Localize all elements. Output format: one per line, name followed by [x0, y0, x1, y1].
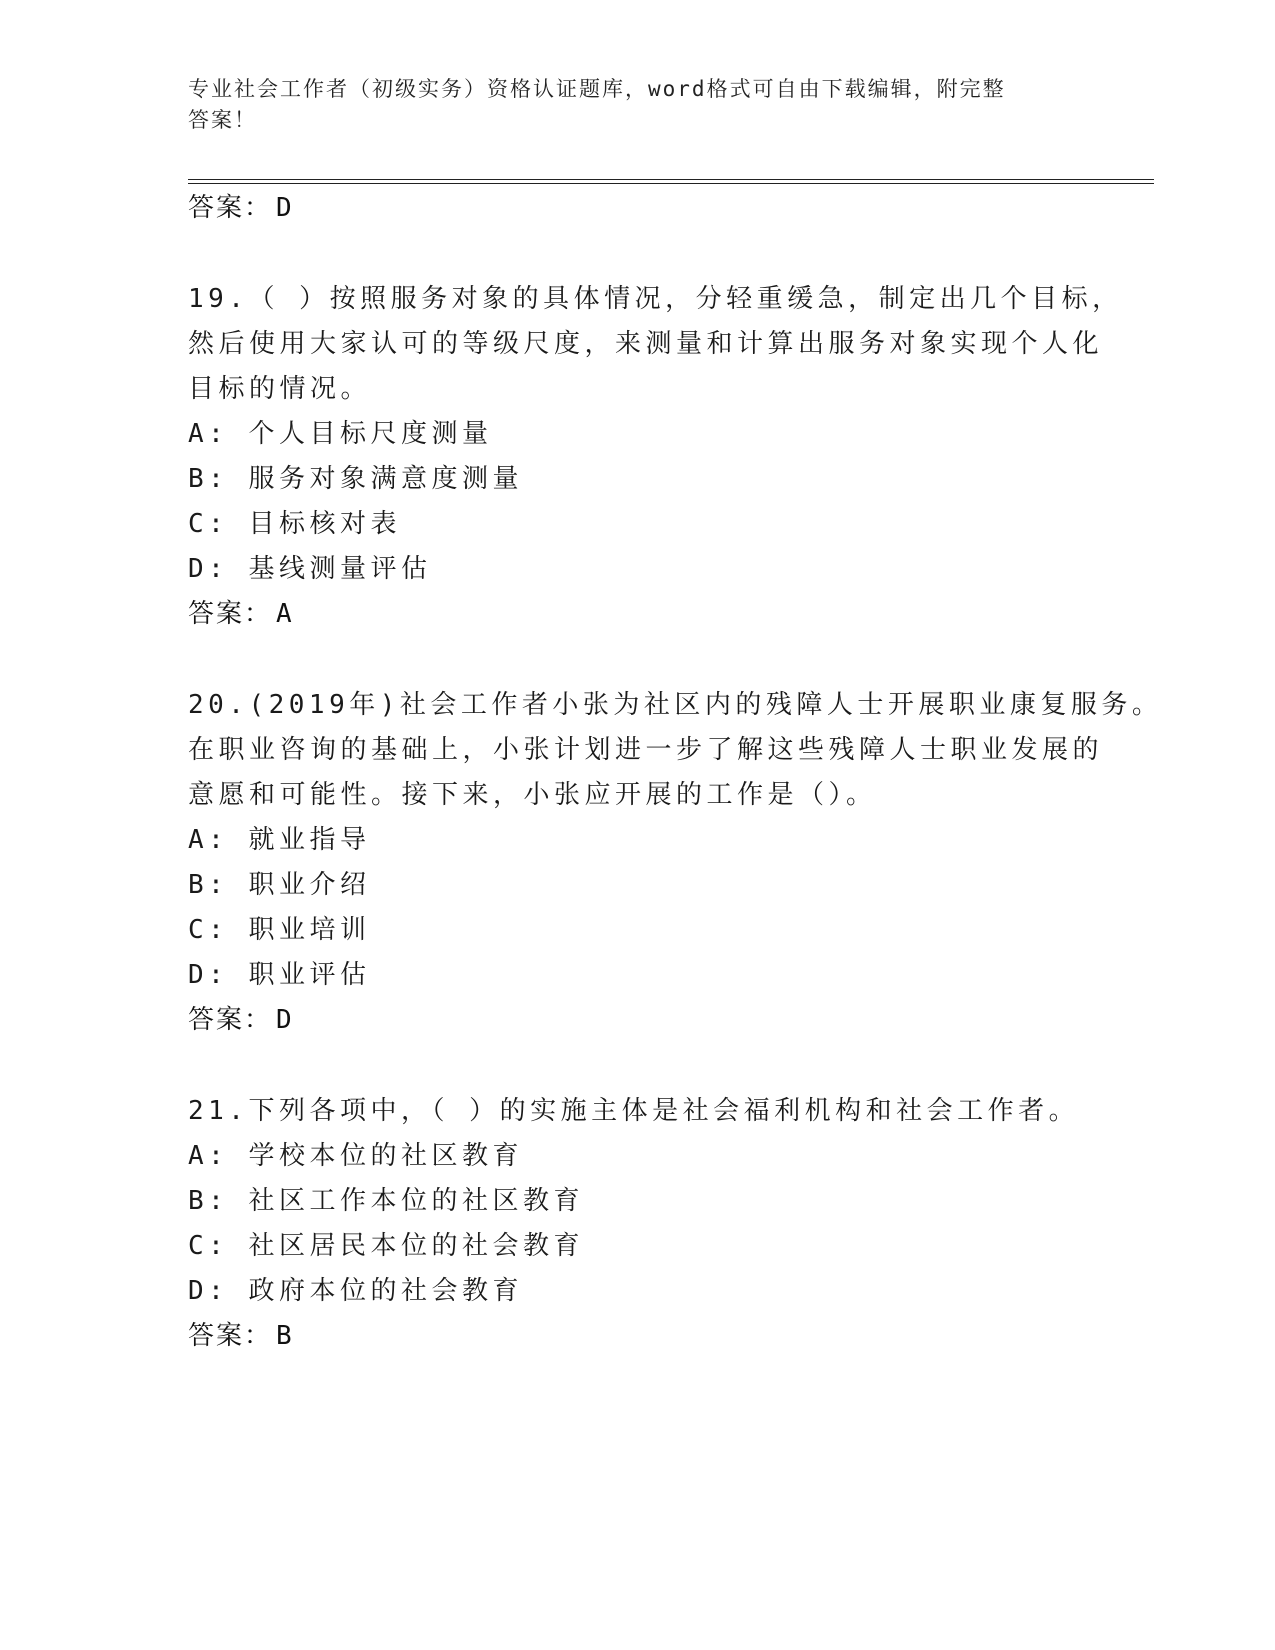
option-d: D: 基线测量评估: [188, 554, 432, 584]
stem-line: 在职业咨询的基础上，小张计划进一步了解这些残障人士职业发展的: [188, 735, 1104, 765]
spacer: [188, 637, 1088, 683]
option-a: A: 就业指导: [188, 825, 371, 855]
answer-label: 答案：: [188, 193, 273, 223]
answer-label: 答案：: [188, 1005, 273, 1035]
answer-line: [188, 186, 1088, 231]
option-b: B: 职业介绍: [188, 870, 371, 900]
question-stem: [188, 277, 1123, 412]
header-line-1: 专业社会工作者（初级实务）资格认证题库，word格式可自由下载编辑，附完整: [188, 77, 1006, 101]
question-21: [188, 1089, 1088, 1359]
question-content: [188, 186, 1163, 1359]
answer-value: D: [276, 193, 294, 223]
option-b: B: 社区工作本位的社区教育: [188, 1186, 584, 1216]
option-c: C: 目标核对表: [188, 509, 401, 539]
option-c: C: 社区居民本位的社会教育: [188, 1231, 584, 1261]
option-b: B: 服务对象满意度测量: [188, 464, 523, 494]
header-line-2: 答案！: [188, 108, 257, 132]
stem-line: 意愿和可能性。接下来，小张应开展的工作是（）。: [188, 780, 877, 810]
question-stem: [188, 683, 1163, 818]
answer-value: B: [276, 1321, 294, 1351]
stem-line: 21.下列各项中，（ ）的实施主体是社会福利机构和社会工作者。: [188, 1096, 1080, 1126]
option-d: D: 职业评估: [188, 960, 371, 990]
document-header: [188, 74, 1088, 136]
answer-value: D: [276, 1005, 294, 1035]
header-divider-bottom: [188, 183, 1154, 184]
answer-label: 答案：: [188, 599, 273, 629]
question-20: [188, 683, 1163, 1043]
spacer: [188, 1043, 1088, 1089]
stem-line: 19.（ ）按照服务对象的具体情况，分轻重缓急，制定出几个目标，: [188, 284, 1123, 314]
question-stem: [188, 1089, 1080, 1134]
option-c: C: 职业培训: [188, 915, 371, 945]
option-a: A: 个人目标尺度测量: [188, 419, 493, 449]
stem-line: 20.(2019年)社会工作者小张为社区内的残障人士开展职业康复服务。: [188, 690, 1163, 720]
stem-line: 然后使用大家认可的等级尺度，来测量和计算出服务对象实现个人化: [188, 329, 1104, 359]
answer-value: A: [276, 599, 294, 629]
stem-line: 目标的情况。: [188, 374, 372, 404]
answer-line: [188, 592, 1088, 637]
spacer: [188, 231, 1088, 277]
answer-label: 答案：: [188, 1321, 273, 1351]
option-d: D: 政府本位的社会教育: [188, 1276, 523, 1306]
option-a: A: 学校本位的社区教育: [188, 1141, 523, 1171]
answer-line: [188, 1314, 1088, 1359]
answer-line: [188, 998, 1088, 1043]
header-divider-top: [188, 179, 1154, 180]
question-19: [188, 277, 1123, 637]
